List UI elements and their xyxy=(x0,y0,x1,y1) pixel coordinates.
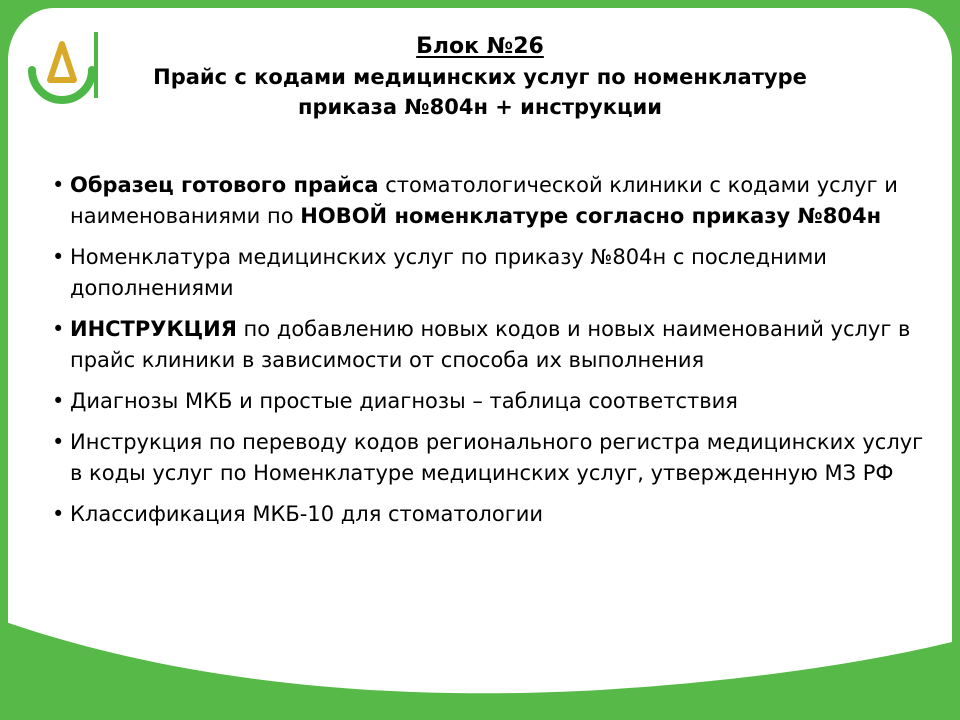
list-item xyxy=(52,386,932,417)
logo-icon xyxy=(24,30,104,106)
bullet-text: Инструкция по переводу кодов регионального регистра медицинских услуг в коды услуг по Номенклатуре медицинских услуг, утвержденную МЗ РФ xyxy=(70,430,924,485)
list-item xyxy=(52,170,932,232)
bullet-dot-icon: • xyxy=(52,245,65,269)
list-item xyxy=(52,242,932,304)
bullet-text: стоматологической клиники с кодами услуг и наименованиями по xyxy=(70,173,898,228)
bullet-text: Диагнозы МКБ и простые диагнозы – таблица соответствия xyxy=(70,389,738,413)
bullet-dot-icon: • xyxy=(52,389,65,413)
bullet-text: Номенклатура медицинских услуг по приказу №804н с последними дополнениями xyxy=(70,245,827,300)
bullet-dot-icon: • xyxy=(52,173,65,197)
list-item xyxy=(52,499,932,530)
bullet-dot-icon: • xyxy=(52,502,65,526)
bullet-text: Классификация МКБ-10 для стоматологии xyxy=(70,502,544,526)
bullet-dot-icon: • xyxy=(52,317,65,341)
bullet-list xyxy=(52,170,932,540)
title-block xyxy=(120,32,840,122)
bullet-dot-icon: • xyxy=(52,430,65,454)
bullet-bold-prefix: ИНСТРУКЦИЯ xyxy=(70,317,237,341)
page-title: Блок №26 xyxy=(416,34,544,59)
list-item xyxy=(52,314,932,376)
page-subtitle-line-2: приказа №804н + инструкции xyxy=(297,95,662,119)
page-subtitle-line-1: Прайс с кодами медицинских услуг по номенклатуре xyxy=(153,65,807,89)
bullet-bold-prefix: Образец готового прайса xyxy=(70,173,379,197)
bullet-bold-suffix: НОВОЙ номенклатуре согласно приказу №804н xyxy=(300,204,882,228)
list-item xyxy=(52,427,932,489)
bullet-text: по добавлению новых кодов и новых наименований услуг в прайс клиники в зависимости от способа их выполнения xyxy=(70,317,911,372)
